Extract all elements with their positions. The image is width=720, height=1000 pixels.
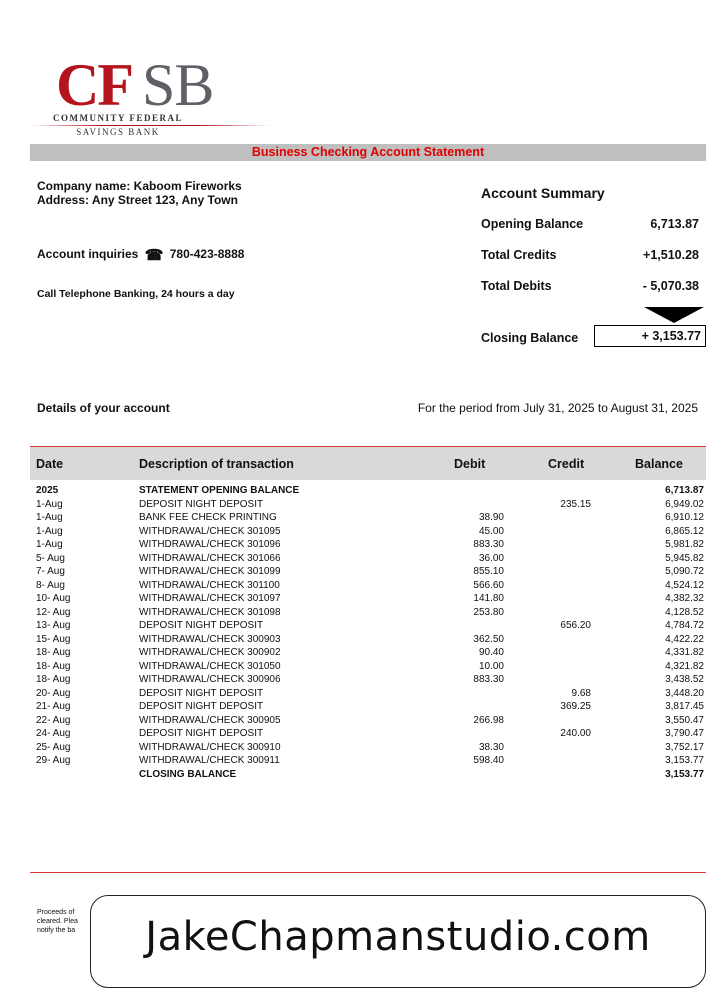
cell-description: WITHDRAWAL/CHECK 301098 (139, 606, 281, 618)
cell-date: 2025 (36, 485, 59, 496)
closing-balance-box (594, 325, 706, 347)
cell-balance: 3,790.47 (665, 728, 704, 739)
cell-balance: 4,321.82 (665, 660, 704, 672)
cell-debit: 38.30 (478, 741, 504, 753)
cell-balance: 4,784.72 (665, 620, 704, 631)
table-row (30, 498, 706, 512)
cell-balance: 3,153.77 (665, 755, 704, 766)
cell-date: 5- Aug (36, 552, 65, 564)
table-row (30, 579, 706, 593)
table-row (30, 687, 706, 701)
cell-debit: 598.40 (473, 755, 504, 766)
table-row (30, 633, 706, 647)
table-row (30, 538, 706, 552)
cell-description: DEPOSIT NIGHT DEPOSIT (139, 498, 264, 510)
header-credit: Credit (548, 457, 585, 471)
cell-debit: 10.00 (478, 660, 504, 672)
cell-description: WITHDRAWAL/CHECK 300903 (139, 633, 281, 645)
down-arrow-icon (644, 307, 704, 323)
total-credits-value: +1,510.28 (643, 248, 699, 262)
logo-wordmark (30, 52, 240, 118)
cell-description: WITHDRAWAL/CHECK 301100 (139, 579, 280, 591)
table-bottom-rule (30, 872, 706, 873)
cell-balance: 6,865.12 (665, 525, 704, 537)
cell-date: 12- Aug (36, 606, 71, 618)
cell-date: 13- Aug (36, 620, 71, 631)
cell-description: BANK FEE CHECK PRINTING (139, 512, 277, 523)
footnote-line: Proceeds of (37, 909, 75, 916)
cell-credit: 656.20 (560, 620, 591, 631)
cell-debit: 141.80 (473, 593, 504, 604)
table-header (30, 447, 706, 480)
details-heading: Details of your account (37, 401, 170, 415)
cell-description: DEPOSIT NIGHT DEPOSIT (139, 728, 264, 739)
cell-balance: 4,331.82 (665, 647, 704, 658)
table-row (30, 673, 706, 687)
account-summary-title: Account Summary (481, 185, 605, 201)
total-debits-value: - 5,070.38 (642, 279, 699, 293)
telephone-banking-note: Call Telephone Banking, 24 hours a day (37, 288, 235, 300)
phone-icon: ☎ (144, 247, 164, 264)
cell-date: 24- Aug (36, 728, 71, 739)
header-debit: Debit (454, 457, 486, 471)
cell-credit: 9.68 (571, 687, 591, 699)
cell-debit: 266.98 (473, 714, 504, 726)
cell-date: 22- Aug (36, 714, 71, 726)
bank-logo (30, 52, 240, 118)
total-debits-label: Total Debits (481, 279, 552, 293)
opening-balance-value: 6,713.87 (650, 217, 699, 231)
company-address: Address: Any Street 123, Any Town (37, 193, 238, 207)
cell-balance: 6,713.87 (665, 485, 704, 496)
cell-date: 15- Aug (36, 633, 71, 645)
cell-balance: 4,382.32 (665, 593, 704, 604)
table-row (30, 619, 706, 633)
table-row (30, 768, 706, 782)
table-row (30, 646, 706, 660)
header-date: Date (36, 457, 64, 471)
cell-balance: 3,752.17 (665, 741, 704, 753)
cell-description: WITHDRAWAL/CHECK 300905 (139, 714, 281, 726)
cell-balance: 3,438.52 (665, 674, 704, 685)
cell-credit: 235.15 (560, 498, 591, 510)
cell-debit: 253.80 (473, 606, 504, 618)
cell-balance: 3,550.47 (665, 714, 704, 726)
table-row (30, 525, 706, 539)
table-row (30, 484, 706, 498)
watermark-text: JakeChapmanstudio.com (145, 914, 651, 960)
phone-number: 780-423-8888 (169, 247, 245, 261)
table-row (30, 592, 706, 606)
cell-balance: 6,949.02 (665, 498, 704, 510)
cell-balance: 5,945.82 (665, 552, 704, 564)
cell-debit: 566.60 (473, 579, 504, 591)
closing-balance-label: Closing Balance (481, 331, 579, 345)
cell-credit: 369.25 (560, 701, 591, 712)
table-row (30, 727, 706, 741)
cell-date: 1-Aug (36, 539, 63, 550)
table-row (30, 606, 706, 620)
cell-balance: 3,153.77 (665, 768, 704, 780)
cell-description: CLOSING BALANCE (139, 768, 237, 780)
table-body (30, 484, 706, 781)
statement-period: For the period from July 31, 2025 to August 31, 2025 (417, 401, 698, 415)
inquiries-label: Account inquiries (37, 247, 139, 261)
cell-balance: 5,981.82 (665, 539, 704, 550)
cell-description: DEPOSIT NIGHT DEPOSIT (139, 687, 264, 699)
cell-date: 18- Aug (36, 660, 71, 672)
table-row (30, 660, 706, 674)
cell-description: STATEMENT OPENING BALANCE (139, 485, 300, 496)
cell-date: 10- Aug (36, 593, 71, 604)
table-row (30, 511, 706, 525)
logo-cf: CF (56, 52, 132, 118)
watermark-box (90, 895, 706, 988)
cell-debit: 883.30 (473, 539, 504, 550)
cell-description: WITHDRAWAL/CHECK 301050 (139, 660, 281, 672)
cell-date: 7- Aug (36, 566, 65, 577)
cell-date: 1-Aug (36, 498, 63, 510)
total-credits-label: Total Credits (481, 248, 557, 262)
cell-description: WITHDRAWAL/CHECK 300906 (139, 674, 281, 685)
table-row (30, 741, 706, 755)
cell-description: WITHDRAWAL/CHECK 300902 (139, 647, 281, 658)
statement-title-bar (30, 144, 706, 161)
table-row (30, 552, 706, 566)
cell-balance: 4,128.52 (665, 606, 704, 618)
logo-divider (30, 125, 270, 126)
cell-debit: 36.00 (478, 552, 504, 564)
cell-debit: 45.00 (478, 525, 504, 537)
cell-date: 1-Aug (36, 512, 63, 523)
cell-date: 18- Aug (36, 647, 71, 658)
cell-date: 21- Aug (36, 701, 71, 712)
table-row (30, 754, 706, 768)
cell-description: WITHDRAWAL/CHECK 300911 (139, 755, 280, 766)
cell-debit: 90.40 (478, 647, 504, 658)
cell-balance: 4,422.22 (665, 633, 704, 645)
cell-date: 18- Aug (36, 674, 71, 685)
cell-date: 29- Aug (36, 755, 71, 766)
company-name: Company name: Kaboom Fireworks (37, 179, 242, 193)
closing-balance-value: + 3,153.77 (641, 329, 701, 343)
cell-balance: 3,448.20 (665, 687, 704, 699)
header-description: Description of transaction (139, 457, 294, 471)
footnote-line: cleared. Plea (37, 918, 78, 925)
logo-line-community-federal: COMMUNITY FEDERAL (53, 113, 183, 123)
company-info (37, 179, 242, 207)
cell-description: DEPOSIT NIGHT DEPOSIT (139, 620, 264, 631)
header-balance: Balance (635, 457, 683, 471)
cell-debit: 883.30 (473, 674, 504, 685)
cell-description: WITHDRAWAL/CHECK 301099 (139, 566, 281, 577)
cell-description: WITHDRAWAL/CHECK 300910 (139, 741, 281, 753)
cell-description: WITHDRAWAL/CHECK 301066 (139, 552, 281, 564)
cell-description: WITHDRAWAL/CHECK 301097 (139, 593, 281, 604)
cell-balance: 6,910.12 (665, 512, 704, 523)
cell-date: 1-Aug (36, 525, 63, 537)
cell-date: 25- Aug (36, 741, 71, 753)
table-row (30, 565, 706, 579)
cell-description: WITHDRAWAL/CHECK 301096 (139, 539, 281, 550)
cell-description: DEPOSIT NIGHT DEPOSIT (139, 701, 264, 712)
cell-debit: 38.90 (478, 512, 504, 523)
table-row (30, 700, 706, 714)
account-inquiries (37, 246, 244, 264)
cell-balance: 4,524.12 (665, 579, 704, 591)
opening-balance-label: Opening Balance (481, 217, 584, 231)
cell-credit: 240.00 (560, 728, 591, 739)
cell-debit: 855.10 (473, 566, 504, 577)
cell-balance: 3,817.45 (665, 701, 704, 712)
cell-date: 20- Aug (36, 687, 71, 699)
cell-description: WITHDRAWAL/CHECK 301095 (139, 525, 281, 537)
cell-balance: 5,090.72 (665, 566, 704, 577)
logo-sb: SB (142, 52, 214, 118)
cell-date: 8- Aug (36, 579, 65, 591)
statement-title: Business Checking Account Statement (251, 145, 485, 159)
logo-line-savings-bank: SAVINGS BANK (76, 127, 160, 137)
table-row (30, 714, 706, 728)
footnote-line: notify the ba (37, 927, 76, 934)
cell-debit: 362.50 (473, 633, 504, 645)
